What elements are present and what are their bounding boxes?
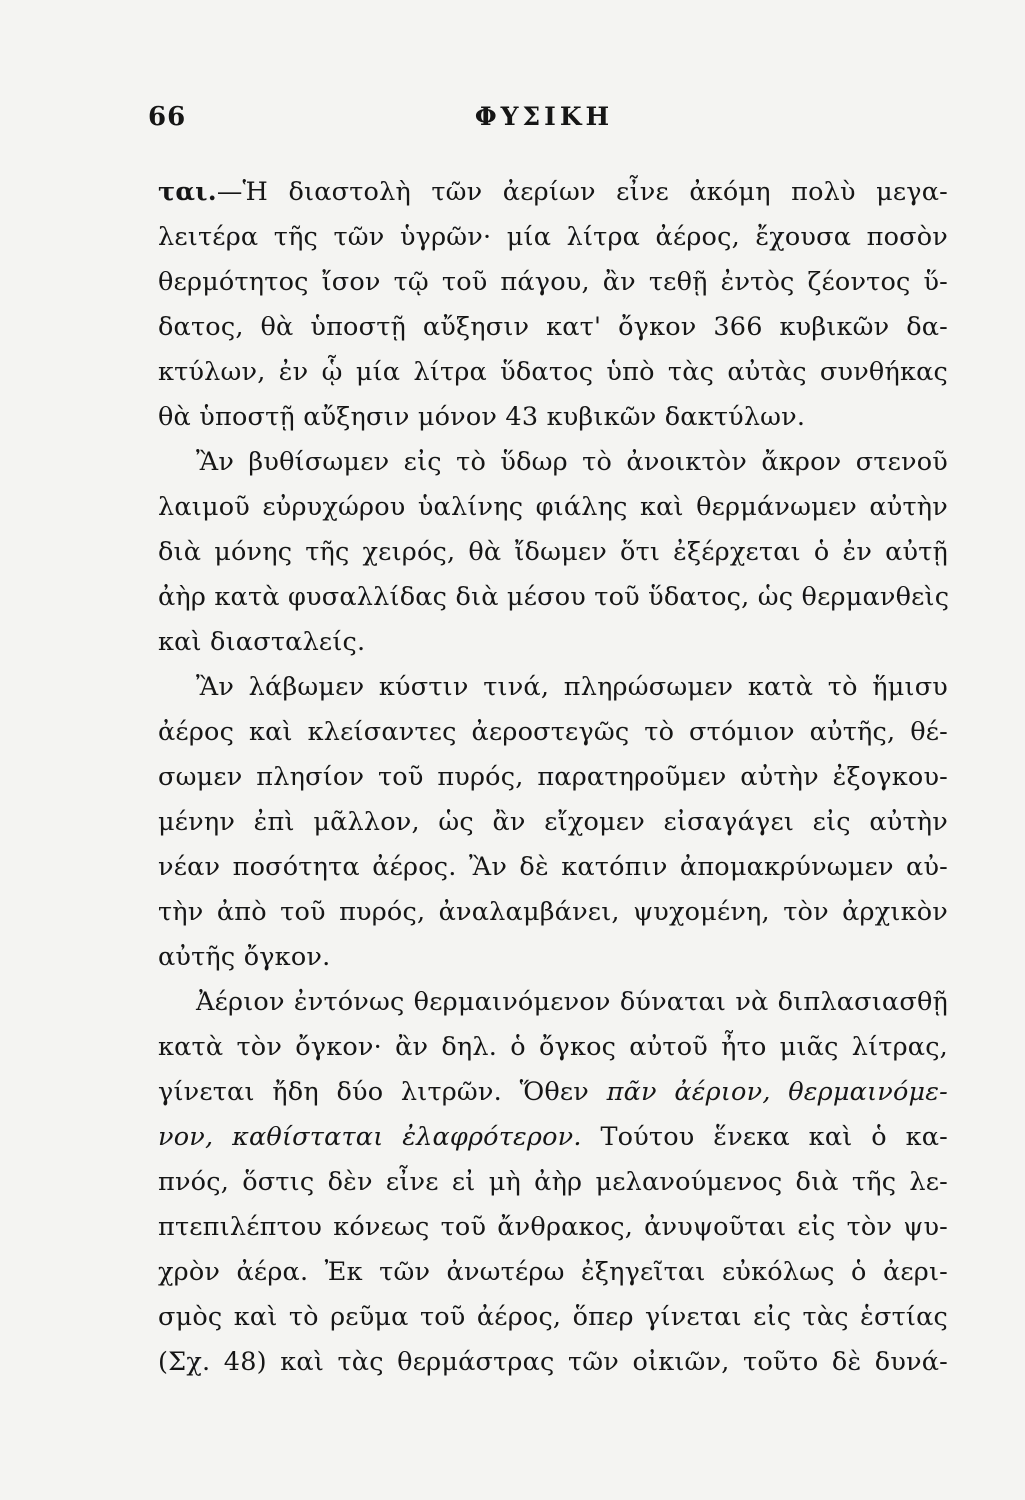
text-line: σμὸς καὶ τὸ ρεῦμα τοῦ ἀέρος, ὅπερ γίνεται εἰς τὰς ἑστίας: [158, 1302, 948, 1332]
text-line: λειτέρα τῆς τῶν ὑγρῶν· μία λίτρα ἀέρος, ἔχουσα ποσὸν: [158, 222, 948, 252]
text-line: λαιμοῦ εὐρυχώρου ὑαλίνης φιάλης καὶ θερμάνωμεν αὐτὴν: [158, 492, 948, 522]
text-line: πνός, ὅστις δὲν εἶνε εἰ μὴ ἀὴρ μελανούμενος διὰ τῆς λε-: [158, 1167, 948, 1197]
text-line: θὰ ὑποστῇ αὔξησιν μόνον 43 κυβικῶν δακτύλων.: [158, 402, 806, 432]
page-header: [148, 102, 940, 142]
text-line: αὐτῆς ὄγκον.: [158, 942, 331, 972]
text-line: διὰ μόνης τῆς χειρός, θὰ ἴδωμεν ὅτι ἐξέρχεται ὁ ἐν αὐτῇ: [158, 537, 948, 567]
leading-fragment: ται.: [158, 177, 217, 207]
text-line: Ἂν λάβωμεν κύστιν τινά, πληρώσωμεν κατὰ τὸ ἥμισυ: [196, 672, 948, 702]
text-line: πτεπιλέπτου κόνεως τοῦ ἄνθρακος, ἀνυψοῦται εἰς τὸν ψυ-: [158, 1212, 948, 1242]
text-line: νον, καθίσταται ἐλαφρότερον. Τούτου ἕνεκα καὶ ὁ κα-: [158, 1122, 948, 1152]
text-line: (Σχ. 48) καὶ τὰς θερμάστρας τῶν οἰκιῶν, τοῦτο δὲ δυνά-: [158, 1347, 948, 1377]
text-line: νέαν ποσότητα ἀέρος. Ἂν δὲ κατόπιν ἀπομακρύνωμεν αὐ-: [158, 852, 948, 882]
text-line: τὴν ἀπὸ τοῦ πυρός, ἀναλαμβάνει, ψυχομένη, τὸν ἀρχικὸν: [158, 897, 948, 927]
text-line: χρὸν ἀέρα. Ἐκ τῶν ἀνωτέρω ἐξηγεῖται εὐκόλως ὁ ἀερι-: [158, 1257, 948, 1287]
body-text: [158, 170, 948, 1385]
text-line: ἀέρος καὶ κλείσαντες ἀεροστεγῶς τὸ στόμιον αὐτῆς, θέ-: [158, 717, 948, 747]
text-line: ἀὴρ κατὰ φυσαλλίδας διὰ μέσου τοῦ ὕδατος, ὡς θερμανθεὶς: [158, 582, 950, 612]
text-line: κατὰ τὸν ὄγκον· ἂν δηλ. ὁ ὄγκος αὐτοῦ ἦτο μιᾶς λίτρας,: [158, 1032, 948, 1062]
text-line: δατος, θὰ ὑποστῇ αὔξησιν κατ' ὄγκον 366 κυβικῶν δα-: [158, 312, 948, 342]
text-line: Ἀέριον ἐντόνως θερμαινόμενον δύναται νὰ διπλασιασθῇ: [196, 987, 948, 1017]
running-title: ΦΥΣΙΚΗ: [474, 102, 614, 131]
text-line: γίνεται ἤδη δύο λιτρῶν. Ὅθεν πᾶν ἀέριον, θερμαινόμε-: [158, 1077, 948, 1107]
text-line: Ἂν βυθίσωμεν εἰς τὸ ὕδωρ τὸ ἀνοικτὸν ἄκρον στενοῦ: [196, 447, 948, 477]
italic-emphasis: πᾶν ἀέριον, θερμαινόμε-: [606, 1077, 948, 1107]
text-line: θερμότητος ἴσον τῷ τοῦ πάγου, ἂν τεθῇ ἐντὸς ζέοντος ὕ-: [158, 267, 948, 297]
italic-emphasis: νον, καθίσταται ἐλαφρότερον.: [158, 1122, 582, 1152]
page-number: 66: [148, 102, 187, 132]
text-line: μένην ἐπὶ μᾶλλον, ὡς ἂν εἴχομεν εἰσαγάγει εἰς αὐτὴν: [158, 807, 948, 837]
text-line: κτύλων, ἐν ᾧ μία λίτρα ὕδατος ὑπὸ τὰς αὐτὰς συνθήκας: [158, 357, 948, 387]
text-line: ται.—Ἡ διαστολὴ τῶν ἀερίων εἶνε ἀκόμη πολὺ μεγα-: [158, 177, 948, 207]
text-line: σωμεν πλησίον τοῦ πυρός, παρατηροῦμεν αὐτὴν ἐξογκου-: [158, 762, 948, 792]
text-line: καὶ διασταλείς.: [158, 627, 366, 657]
